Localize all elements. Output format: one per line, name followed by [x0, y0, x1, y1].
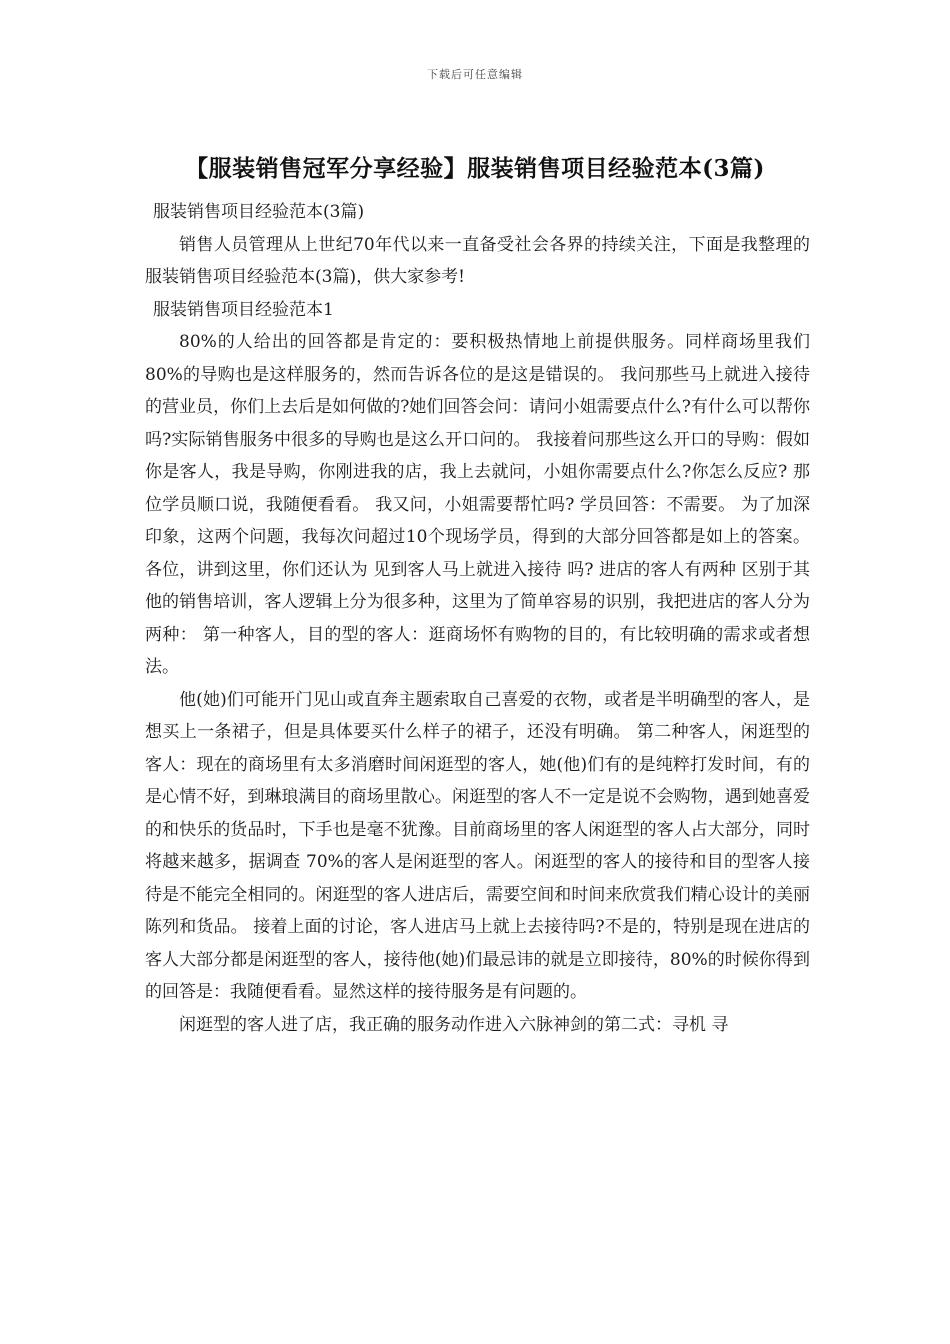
body-paragraph: 闲逛型的客人进了店，我正确的服务动作进入六脉神剑的第二式：寻机 寻	[179, 1014, 729, 1035]
document-body	[145, 196, 810, 1041]
body-paragraph: 他(她)们可能开门见山或直奔主题索取自己喜爱的衣物，或者是半明确型的客人，是想买上一条裙子，但是具体要买什么样子的裙子，还没有明确。 第二种客人，闲逛型的客人：现在的商场里有太多消磨时间闲逛型的客人，她(他)们有的是纯粹打发时间，有的是心情不好，到琳琅满目的商场里散心。闲逛型的客人不一定是说不会购物，遇到她喜爱的和快乐的货品时，下手也是毫不犹豫。目前商场里的客人闲逛型的客人占大部分，同时将越来越多，据调查 70%的客人是闲逛型的客人。闲逛型的客人的接待和目的型客人接待是不能完全相同的。闲逛型的客人进店后，需要空间和时间来欣赏我们精心设计的美丽陈列和货品。 接着上面的讨论，客人进店马上就上去接待吗?不是的，特别是现在进店的客人大部分都是闲逛型的客人，接待他(她)们最忌讳的就是立即接待，80%的时候你得到的回答是：我随便看看。显然这样的接待服务是有问题的。	[145, 689, 810, 1002]
section-heading: 服装销售项目经验范本1	[153, 299, 334, 320]
header-note: 下载后可任意编辑	[427, 68, 523, 81]
body-paragraph: 80%的人给出的回答都是肯定的：要积极热情地上前提供服务。同样商场里我们80%的导购也是这样服务的，然而告诉各位的是这是错误的。 我问那些马上就进入接待的营业员，你们上去后是如何做的?她们回答会问：请问小姐需要点什么?有什么可以帮你吗?实际销售服务中很多的导购也是这么开口问的。 我接着问那些这么开口的导购：假如你是客人，我是导购，你刚进我的店，我上去就问，小姐你需要点什么?你怎么反应? 那位学员顺口说，我随便看看。 我又问，小姐需要帮忙吗? 学员回答：不需要。 为了加深印象，这两个问题，我每次问超过10个现场学员，得到的大部分回答都是如上的答案。 各位，讲到这里，你们还认为 见到客人马上就进入接待 吗? 进店的客人有两种 区别于其他的销售培训，客人逻辑上分为很多种，这里为了简单容易的识别，我把进店的客人分为两种： 第一种客人，目的型的客人：逛商场怀有购物的目的，有比较明确的需求或者想法。	[145, 332, 810, 677]
document-subtitle: 服装销售项目经验范本(3篇)	[153, 202, 365, 222]
intro-paragraph: 销售人员管理从上世纪70年代以来一直备受社会各界的持续关注，下面是我整理的服装销售项目经验范本(3篇)，供大家参考!	[145, 234, 810, 287]
document-title: 【服装销售冠军分享经验】服装销售项目经验范本(3篇)	[185, 155, 765, 182]
